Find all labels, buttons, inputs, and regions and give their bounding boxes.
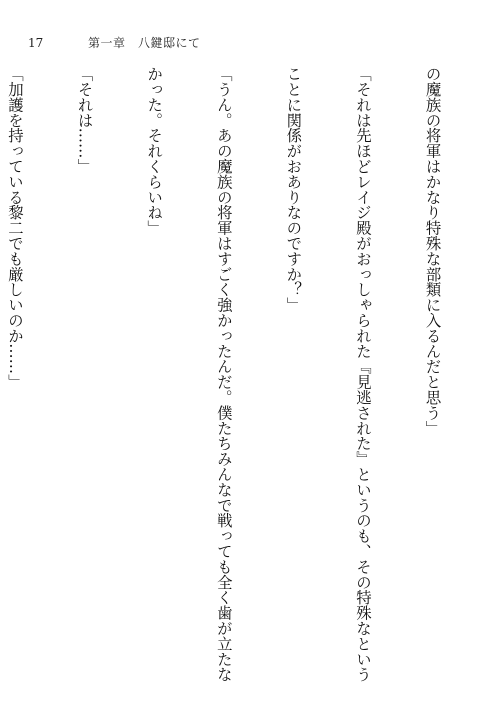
text-line: の魔族の将軍はかなり特殊な部類に入るんだと思う」 (423, 66, 442, 436)
text-line: ことに関係がおありなのですか？」 (284, 66, 303, 313)
text-line: かった。それくらいね」 (145, 66, 164, 236)
text-line: 「それは……」 (75, 66, 94, 174)
text-line: 「加護を持っている黎二でも厳しいのか……」 (5, 66, 24, 390)
vertical-text-body (5, 66, 490, 682)
text-line: 「それは先ほどレイジ殿がおっしゃられた『見逃された』というのも、その特殊なという (353, 66, 372, 682)
chapter-title: 第一章 八鍵邸にて (88, 36, 201, 50)
page-header (0, 35, 500, 51)
page-number: 17 (28, 36, 44, 50)
text-line: 「うん。あの魔族の将軍はすごく強かったんだ。僕たちみんなで戦っても全く歯が立たな (214, 66, 233, 682)
